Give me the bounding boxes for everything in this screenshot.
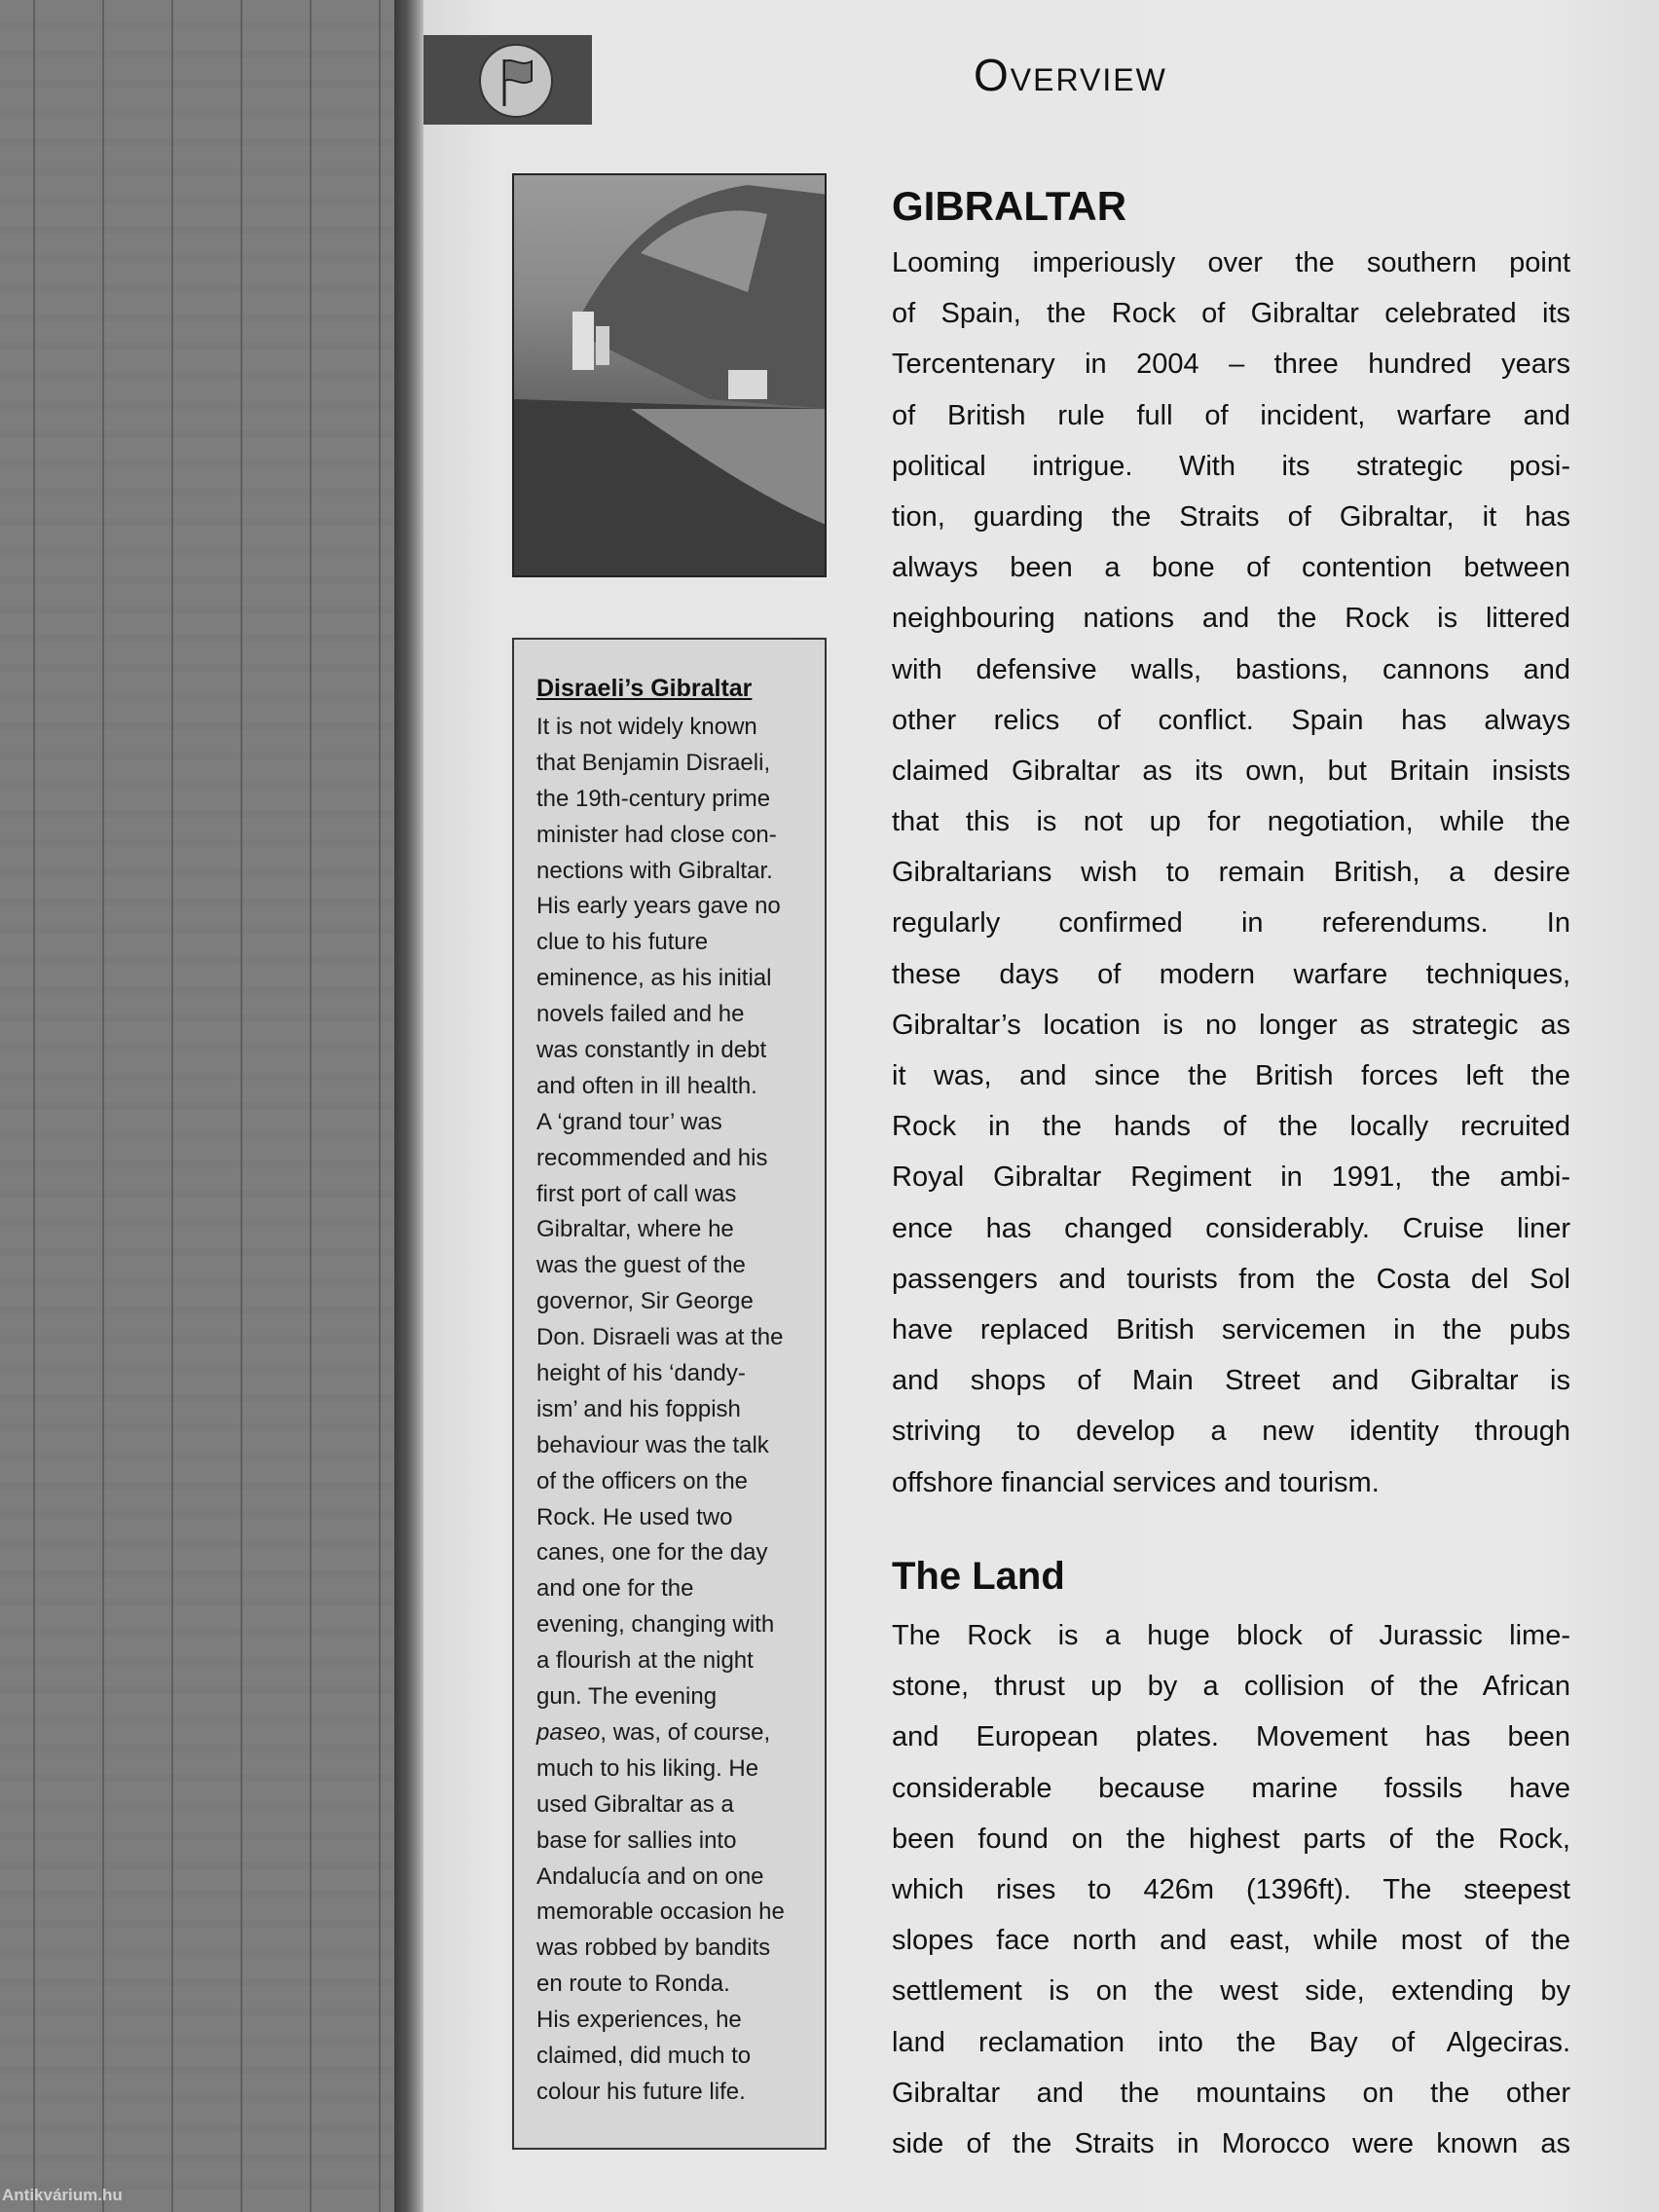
text-line: land reclamation into the Bay of Algeciras. <box>892 2026 1570 2058</box>
text-line: political intrigue. With its strategic posi- <box>892 450 1570 482</box>
text-line: it was, and since the British forces left the <box>892 1060 1570 1091</box>
text-line: behaviour was the talk <box>536 1431 769 1458</box>
text-line: of the officers on the <box>536 1467 749 1494</box>
text-line: Andalucía and on one <box>536 1862 764 1890</box>
gibraltar-photo <box>512 173 827 577</box>
text-span: , was, of course, <box>600 1718 771 1746</box>
text-line <box>536 1715 785 1751</box>
gibraltar-text <box>892 238 1570 1508</box>
text-line: used Gibraltar as a <box>536 1790 734 1818</box>
text-line: Gibraltar, where he <box>536 1216 734 1243</box>
text-line: Gibraltar’s location is no longer as strategic as <box>892 1009 1570 1041</box>
sidebar-text <box>536 710 785 2111</box>
text-line: first port of call was <box>536 1180 737 1207</box>
text-line: It is not widely known <box>536 714 757 740</box>
text-line: memorable occasion he <box>536 1899 785 1926</box>
text-line: and European plates. Movement has been <box>892 1721 1570 1753</box>
text-line: neighbouring nations and the Rock is littered <box>892 603 1570 635</box>
text-line: and often in ill health. <box>536 1072 757 1099</box>
text-line: Tercentenary in 2004 – three hundred years <box>892 349 1570 381</box>
text-line: base for sallies into <box>536 1826 737 1854</box>
text-line: been found on the highest parts of the Rock, <box>892 1823 1570 1855</box>
text-line: Don. Disraeli was at the <box>536 1324 784 1351</box>
text-line: settlement is on the west side, extending by <box>892 1975 1570 2008</box>
text-line: that this is not up for negotiation, while the <box>892 806 1570 838</box>
text-line: canes, one for the day <box>536 1539 768 1567</box>
text-line: en route to Ronda. <box>536 1971 730 1998</box>
text-line: stone, thrust up by a collision of the African <box>892 1671 1570 1703</box>
text-line: was constantly in debt <box>536 1037 767 1064</box>
text-line: claimed, did much to <box>536 2042 752 2069</box>
text-line: Gibraltar and the mountains on the other <box>892 2077 1570 2109</box>
text-line: governor, Sir George <box>536 1288 754 1315</box>
text-line: height of his ‘dandy- <box>536 1360 746 1387</box>
text-line: and shops of Main Street and Gibraltar is <box>892 1365 1570 1397</box>
the-land-heading: The Land <box>892 1555 1065 1598</box>
text-line: His experiences, he <box>536 2007 742 2034</box>
text-line: The Rock is a huge block of Jurassic lime- <box>892 1620 1570 1651</box>
sidebar-title: Disraeli’s Gibraltar <box>536 675 753 702</box>
italic-word: paseo <box>536 1718 601 1746</box>
text-line: was the guest of the <box>536 1252 746 1279</box>
text-line: of British rule full of incident, warfare and <box>892 399 1570 431</box>
text-line: eminence, as his initial <box>536 965 772 992</box>
text-line: offshore financial services and tourism. <box>892 1466 1380 1498</box>
text-line: gun. The evening <box>536 1683 718 1711</box>
text-line: the 19th-century prime <box>536 785 771 812</box>
section-icon-tab <box>424 35 592 125</box>
text-line: and one for the <box>536 1575 694 1603</box>
text-line: novels failed and he <box>536 1001 745 1028</box>
table-surface <box>0 0 414 2212</box>
text-line: Gibraltarians wish to remain British, a desire <box>892 857 1570 889</box>
text-line: a flourish at the night <box>536 1647 754 1675</box>
text-line: claimed Gibraltar as its own, but Britain insists <box>892 755 1570 787</box>
text-line: His early years gave no <box>536 893 781 920</box>
text-line: Rock. He used two <box>536 1503 733 1530</box>
text-line: considerable because marine fossils have <box>892 1772 1570 1804</box>
text-line: of Spain, the Rock of Gibraltar celebrated its <box>892 298 1570 330</box>
text-line: much to his liking. He <box>536 1754 759 1782</box>
text-line: regularly confirmed in referendums. In <box>892 907 1570 940</box>
text-line: striving to develop a new identity through <box>892 1416 1570 1448</box>
the-land-text <box>892 1610 1570 2169</box>
flag-icon <box>479 44 553 118</box>
text-line: tion, guarding the Straits of Gibraltar, it has <box>892 500 1570 533</box>
text-line: ism’ and his foppish <box>536 1395 741 1422</box>
text-line: have replaced British servicemen in the pubs <box>892 1313 1570 1346</box>
text-line: these days of modern warfare techniques, <box>892 958 1570 990</box>
text-line: minister had close con- <box>536 821 777 848</box>
disraeli-sidebar-box <box>512 638 827 2150</box>
text-line: Rock in the hands of the locally recruited <box>892 1111 1570 1143</box>
text-line: slopes face north and east, while most of the <box>892 1925 1570 1957</box>
text-line: with defensive walls, bastions, cannons and <box>892 653 1570 685</box>
text-line: other relics of conflict. Spain has always <box>892 704 1570 736</box>
book-spine-shadow <box>394 0 425 2212</box>
section-title: Overview <box>974 50 1167 100</box>
gibraltar-heading: GIBRALTAR <box>892 183 1127 229</box>
text-line: which rises to 426m (1396ft). The steepest <box>892 1873 1570 1905</box>
text-line: recommended and his <box>536 1144 768 1171</box>
text-line: side of the Straits in Morocco were known as <box>892 2127 1570 2159</box>
text-line: evening, changing with <box>536 1611 775 1639</box>
text-line: Royal Gibraltar Regiment in 1991, the ambi- <box>892 1161 1570 1194</box>
text-line: was robbed by bandits <box>536 1935 771 1962</box>
text-line: Looming imperiously over the southern point <box>892 247 1570 278</box>
text-line: always been a bone of contention between <box>892 552 1570 584</box>
text-line: ence has changed considerably. Cruise liner <box>892 1212 1570 1244</box>
text-line: passengers and tourists from the Costa del Sol <box>892 1263 1570 1295</box>
text-line: clue to his future <box>536 929 709 956</box>
text-line: that Benjamin Disraeli, <box>536 749 771 776</box>
text-line: colour his future life. <box>536 2078 746 2105</box>
text-line: nections with Gibraltar. <box>536 857 773 884</box>
text-line: A ‘grand tour’ was <box>536 1108 722 1135</box>
watermark: Antikvárium.hu <box>2 2186 123 2204</box>
